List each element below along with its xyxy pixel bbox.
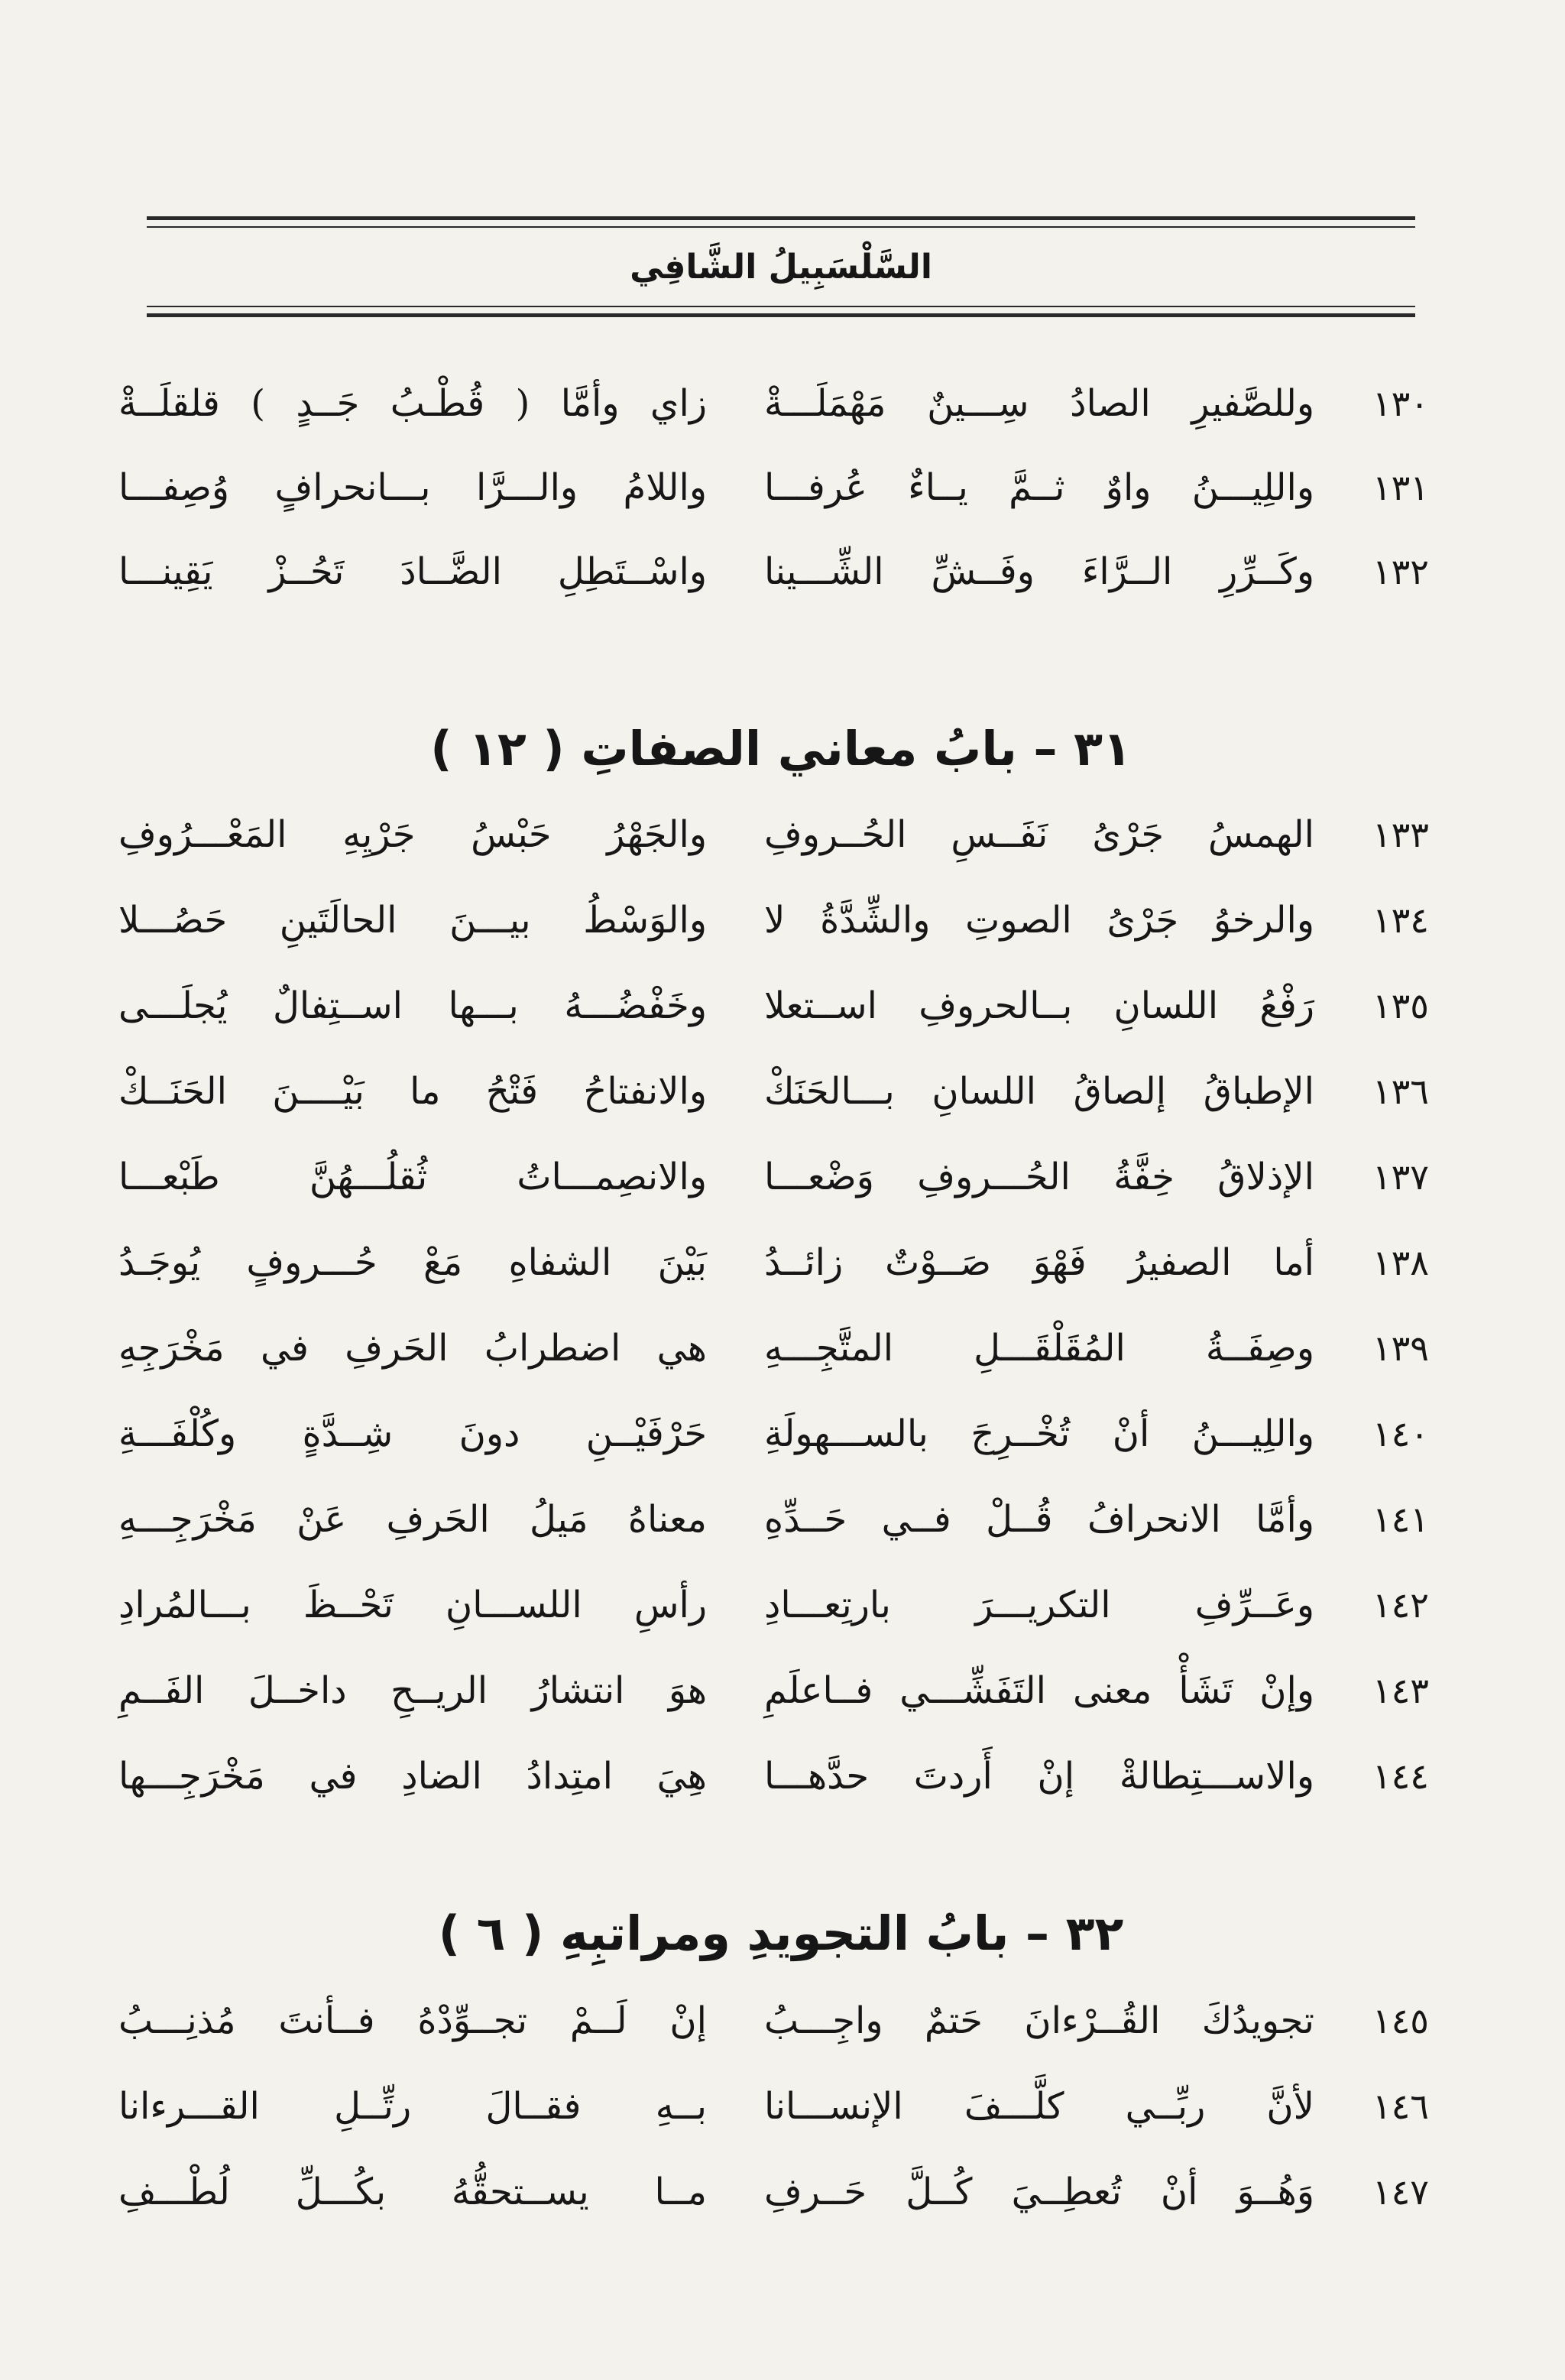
verse-second-hemistich: إنْ لَــمْ تجــوِّدْهُ فــأنتَ مُذنِـــبُ	[118, 1999, 707, 2042]
verse-number: ١٣٨	[1372, 1242, 1429, 1283]
verse-first-hemistich: واللِيـــنُ واوٌ ثــمَّ يــاءٌ عُرفـــا	[764, 466, 1314, 509]
verse-number: ١٣٧	[1372, 1156, 1429, 1198]
verse-line	[115, 968, 1429, 1044]
verse-number: ١٤٠	[1372, 1413, 1429, 1454]
verse-first-hemistich: رَفْعُ اللسانِ بــالحروفِ اســتعلا	[764, 984, 1314, 1027]
verse-second-hemistich: بَيْنَ الشفاهِ مَعْ حُـــروفٍ يُوجَـدُ	[118, 1241, 707, 1284]
verse-second-hemistich: مــا يســتحقُّهُ بكُـــلِّ لُطْـــفِ	[118, 2171, 707, 2213]
verse-line	[115, 365, 1429, 442]
verse-second-hemistich: وخَفْضُـــهُ بـــها اســتِفالٌ يُجلَـــى	[118, 984, 707, 1027]
verse-second-hemistich: واللامُ والـــرَّا بـــانحرافٍ وُصِفـــا	[118, 466, 707, 509]
verse-number: ١٤٥	[1372, 2000, 1429, 2041]
verse-number: ١٣٢	[1372, 551, 1429, 592]
verse-second-hemistich: زاي وأمَّا ( قُطْـبُ جَــدٍ ) قلقلَــةْ	[118, 382, 707, 425]
verse-second-hemistich: واسْــتَطِلِ الضَّــادَ تَحُــزْ يَقِينـــا	[118, 550, 707, 593]
verse-number: ١٣١	[1372, 467, 1429, 508]
verse-second-hemistich: بــهِ فقــالَ رتِّــلِ القـــرءانا	[118, 2085, 707, 2128]
verse-number: ١٤٦	[1372, 2086, 1429, 2127]
verse-first-hemistich: وإنْ تَشَأْ معنى التَفَشِّـــي فــاعلَمِ	[764, 1669, 1314, 1712]
verse-first-hemistich: والاســـتِطالةْ إنْ أَردتَ حدَّهـــا	[764, 1755, 1314, 1798]
verse-number: ١٤٤	[1372, 1756, 1429, 1797]
verse-line	[115, 1224, 1429, 1301]
verse-first-hemistich: والرخوُ جَرْىُ الصوتِ والشِّدَّةُ لا	[764, 899, 1314, 942]
verse-line	[115, 1310, 1429, 1386]
chapter-title: ٣٢ – بابُ التجويدِ ومراتبِهِ ( ٦ )	[438, 1905, 1124, 1961]
verse-line	[115, 1139, 1429, 1215]
chapter-title: ٣١ – بابُ معاني الصفاتِ ( ١٢ )	[430, 721, 1132, 777]
verse-second-hemistich: هِيَ امتِدادُ الضادِ في مَخْرَجِـــها	[118, 1755, 707, 1798]
verse-first-hemistich: وأمَّا الانحرافُ قُــلْ فــي حَــدِّهِ	[764, 1498, 1314, 1541]
verse-number: ١٣٤	[1372, 900, 1429, 941]
verse-second-hemistich: والانصِمـــاتُ ثُقلُـــهُنَّ طَبْعـــا	[118, 1156, 707, 1198]
running-title: السَّلْسَبِيلُ الشَّافِي	[630, 248, 932, 287]
verse-line	[115, 1652, 1429, 1729]
verse-second-hemistich: والانفتاحُ فَتْحُ ما بَيْــــنَ الحَنَــكْ	[118, 1070, 707, 1113]
verse-number: ١٣٥	[1372, 985, 1429, 1026]
verse-second-hemistich: هي اضطرابُ الحَرفِ في مَخْرَجِهِ	[118, 1327, 707, 1370]
verse-first-hemistich: وكَــرِّرِ الــرَّاءَ وفَــشِّ الشِّـــينا	[764, 550, 1314, 593]
verse-line	[115, 1983, 1429, 2059]
verse-first-hemistich: الإذلاقُ خِفَّةُ الحُـــروفِ وَضْعـــا	[764, 1156, 1314, 1198]
verse-first-hemistich: واللِيـــنُ أنْ تُخْــرِجَ بالســـهولَةِ	[764, 1412, 1314, 1455]
verse-second-hemistich: معناهُ مَيلُ الحَرفِ عَنْ مَخْرَجِـــهِ	[118, 1498, 707, 1541]
verse-first-hemistich: لأنَّ ربِّــي كلَّـــفَ الإنســـانا	[764, 2085, 1314, 2128]
verse-line	[115, 1053, 1429, 1130]
verse-number: ١٣٩	[1372, 1328, 1429, 1369]
verse-first-hemistich: وعَــرِّفِ التكريـــرَ بارتِعـــادِ	[764, 1584, 1314, 1626]
verse-second-hemistich: حَرْفَيْــنِ دونَ شِــدَّةٍ وكُلْفَـــةِ	[118, 1412, 707, 1455]
verse-line	[115, 1481, 1429, 1558]
verse-line	[115, 796, 1429, 873]
verse-first-hemistich: الهمسُ جَرْىُ نَفَــسِ الحُــروفِ	[764, 813, 1314, 856]
verse-number: ١٤٢	[1372, 1584, 1429, 1626]
header-rule-bottom	[147, 313, 1415, 317]
verse-second-hemistich: والوَسْطُ بيـــنَ الحالَتَينِ حَصُـــلا	[118, 899, 707, 942]
verse-line	[115, 1567, 1429, 1643]
verse-second-hemistich: هوَ انتشارُ الريــحِ داخــلَ الفَــمِ	[118, 1669, 707, 1712]
header-rule-bottom-thin	[147, 306, 1415, 307]
verse-number: ١٣٠	[1372, 383, 1429, 424]
verse-first-hemistich: تجويدُكَ القُــرْءانَ حَتمٌ واجِـــبُ	[764, 1999, 1314, 2042]
verse-line	[115, 533, 1429, 610]
verse-first-hemistich: وللصَّفيرِ الصادُ سِـــينٌ مَهْمَلَـــةْ	[764, 382, 1314, 425]
verse-line	[115, 882, 1429, 958]
verse-line	[115, 2154, 1429, 2230]
verse-line	[115, 1738, 1429, 1814]
header-rule-top	[147, 216, 1415, 220]
verse-first-hemistich: الإطباقُ إلصاقُ اللسانِ بـــالحَنَكْ	[764, 1070, 1314, 1113]
verse-number: ١٤٧	[1372, 2171, 1429, 2213]
verse-number: ١٤٣	[1372, 1670, 1429, 1711]
verse-first-hemistich: وَهُــوَ أنْ تُعطِــيَ كُــلَّ حَــرفِ	[764, 2171, 1314, 2213]
verse-second-hemistich: والجَهْرُ حَبْسُ جَرْيِهِ المَعْـــرُوفِ	[118, 813, 707, 856]
verse-number: ١٣٣	[1372, 814, 1429, 855]
verse-number: ١٤١	[1372, 1499, 1429, 1540]
verse-line	[115, 449, 1429, 526]
verse-line	[115, 1396, 1429, 1472]
verse-line	[115, 2068, 1429, 2145]
verse-first-hemistich: أما الصفيرُ فَهْوَ صَــوْتٌ زائــدُ	[764, 1241, 1314, 1284]
header-rule-top-thin	[147, 226, 1415, 228]
verse-second-hemistich: رأسِ اللســـانِ تَحْــظَ بـــالمُرادِ	[118, 1584, 707, 1626]
verse-first-hemistich: وصِفَــةُ المُقَلْقَـــلِ المتَّجِـــهِ	[764, 1327, 1314, 1370]
verse-number: ١٣٦	[1372, 1071, 1429, 1112]
